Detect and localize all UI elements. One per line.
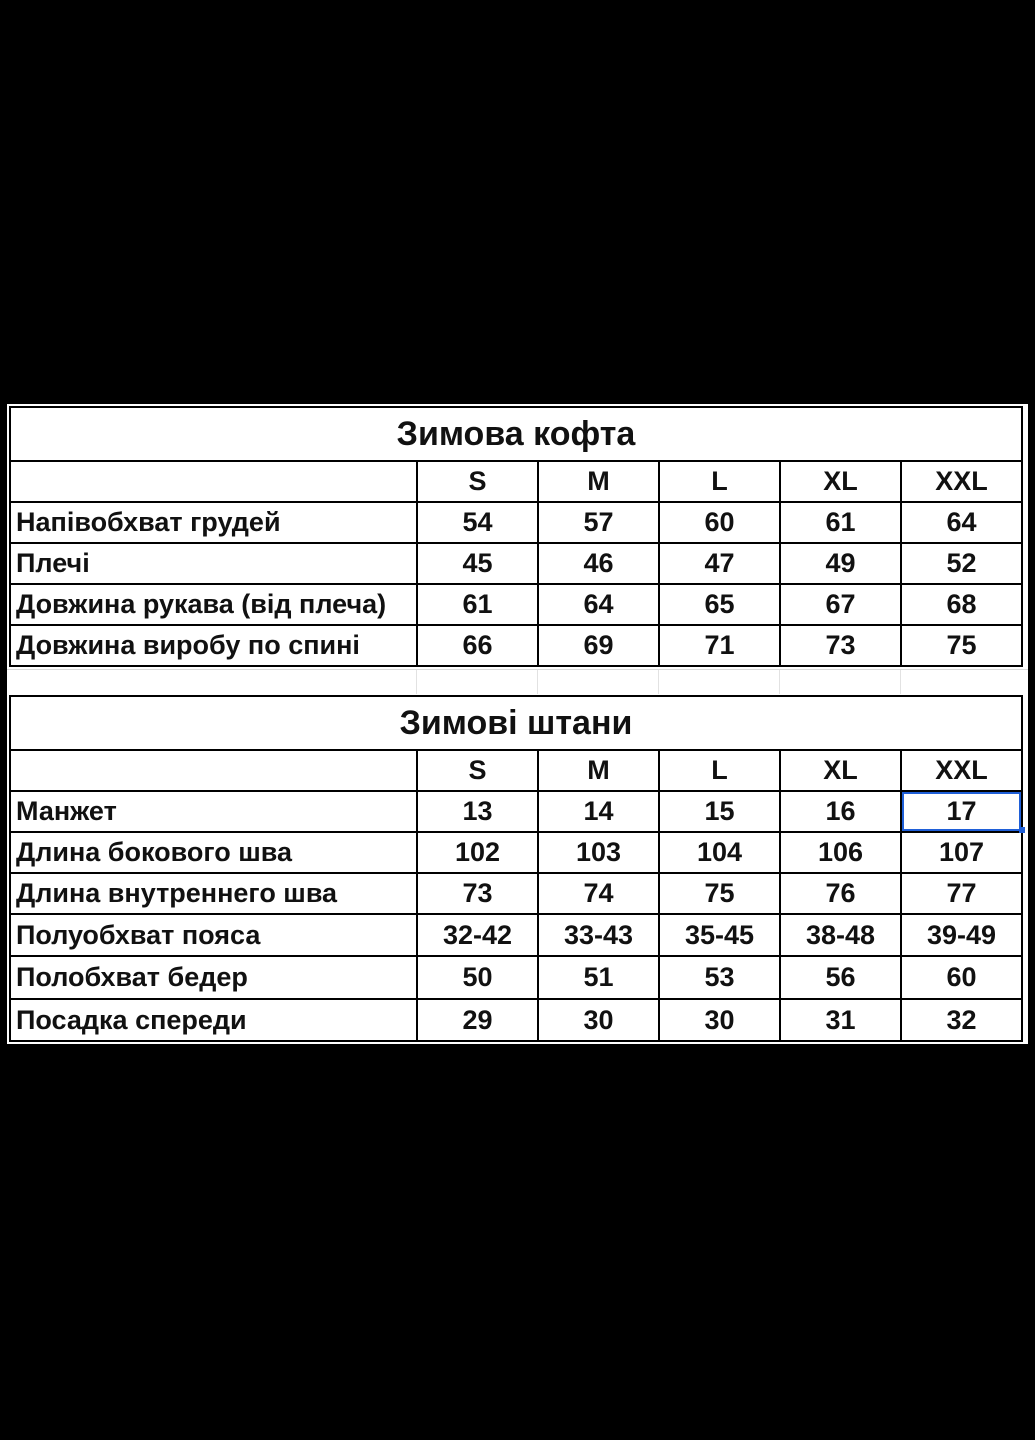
measurement-value[interactable]: 15	[659, 791, 780, 832]
pants-size-header-row	[10, 750, 1022, 791]
table-row	[10, 625, 1022, 666]
measurement-value[interactable]: 77	[901, 873, 1022, 914]
size-header-m[interactable]: M	[538, 461, 659, 502]
measurement-label[interactable]: Манжет	[10, 791, 417, 832]
measurement-value[interactable]: 30	[538, 999, 659, 1041]
measurement-value[interactable]: 31	[780, 999, 901, 1041]
table-row	[10, 999, 1022, 1041]
measurement-value[interactable]: 73	[780, 625, 901, 666]
size-header-m[interactable]: M	[538, 750, 659, 791]
measurement-value[interactable]: 46	[538, 543, 659, 584]
empty-spacer-row[interactable]	[7, 669, 1028, 694]
size-header-s[interactable]: S	[417, 750, 538, 791]
measurement-value[interactable]: 33-43	[538, 914, 659, 956]
measurement-value[interactable]: 61	[780, 502, 901, 543]
measurement-value[interactable]: 35-45	[659, 914, 780, 956]
measurement-value[interactable]: 67	[780, 584, 901, 625]
pants-size-table	[9, 695, 1023, 1042]
table-row	[10, 873, 1022, 914]
measurement-value[interactable]: 14	[538, 791, 659, 832]
measurement-value[interactable]: 71	[659, 625, 780, 666]
table-row	[10, 791, 1022, 832]
measurement-value[interactable]: 102	[417, 832, 538, 873]
measurement-value[interactable]: 60	[659, 502, 780, 543]
jacket-size-header-row	[10, 461, 1022, 502]
measurement-label[interactable]: Длина бокового шва	[10, 832, 417, 873]
size-header-xxl[interactable]: XXL	[901, 461, 1022, 502]
measurement-value[interactable]: 64	[538, 584, 659, 625]
measurement-value[interactable]: 64	[901, 502, 1022, 543]
size-header-xl[interactable]: XL	[780, 750, 901, 791]
size-header-xxl[interactable]: XXL	[901, 750, 1022, 791]
size-header-xl[interactable]: XL	[780, 461, 901, 502]
table-row	[10, 956, 1022, 999]
table-row	[10, 502, 1022, 543]
measurement-value[interactable]: 45	[417, 543, 538, 584]
selection-fill-handle[interactable]	[1019, 827, 1025, 833]
measurement-value[interactable]: 52	[901, 543, 1022, 584]
measurement-value[interactable]: 76	[780, 873, 901, 914]
measurement-value[interactable]: 47	[659, 543, 780, 584]
measurement-value[interactable]: 56	[780, 956, 901, 999]
measurement-value[interactable]: 49	[780, 543, 901, 584]
measurement-value[interactable]: 73	[417, 873, 538, 914]
pants-corner-cell[interactable]	[10, 750, 417, 791]
measurement-value[interactable]: 68	[901, 584, 1022, 625]
measurement-label[interactable]: Полобхват бедер	[10, 956, 417, 999]
measurement-label[interactable]: Довжина рукава (від плеча)	[10, 584, 417, 625]
measurement-value[interactable]: 61	[417, 584, 538, 625]
measurement-value[interactable]: 50	[417, 956, 538, 999]
measurement-value[interactable]: 107	[901, 832, 1022, 873]
measurement-label[interactable]: Посадка спереди	[10, 999, 417, 1041]
measurement-value[interactable]: 13	[417, 791, 538, 832]
measurement-value[interactable]: 38-48	[780, 914, 901, 956]
measurement-value[interactable]: 60	[901, 956, 1022, 999]
measurement-value[interactable]: 39-49	[901, 914, 1022, 956]
measurement-value[interactable]: 53	[659, 956, 780, 999]
measurement-value[interactable]: 75	[901, 625, 1022, 666]
measurement-value[interactable]: 106	[780, 832, 901, 873]
measurement-label[interactable]: Плечі	[10, 543, 417, 584]
jacket-size-table	[9, 406, 1023, 667]
measurement-label[interactable]: Полуобхват пояса	[10, 914, 417, 956]
measurement-value[interactable]: 74	[538, 873, 659, 914]
measurement-label[interactable]: Напівобхват грудей	[10, 502, 417, 543]
measurement-value[interactable]: 29	[417, 999, 538, 1041]
measurement-value[interactable]: 75	[659, 873, 780, 914]
measurement-label[interactable]: Довжина виробу по спині	[10, 625, 417, 666]
measurement-value[interactable]: 51	[538, 956, 659, 999]
pants-title: Зимові штани	[10, 696, 1022, 750]
measurement-value[interactable]: 65	[659, 584, 780, 625]
measurement-value[interactable]: 32-42	[417, 914, 538, 956]
measurement-value[interactable]: 103	[538, 832, 659, 873]
size-header-s[interactable]: S	[417, 461, 538, 502]
table-row	[10, 584, 1022, 625]
measurement-value[interactable]: 69	[538, 625, 659, 666]
measurement-value[interactable]: 16	[780, 791, 901, 832]
measurement-value[interactable]: 54	[417, 502, 538, 543]
size-header-l[interactable]: L	[659, 461, 780, 502]
jacket-title: Зимова кофта	[10, 407, 1022, 461]
measurement-value[interactable]: 32	[901, 999, 1022, 1041]
table-row	[10, 914, 1022, 956]
selected-cell[interactable]: 17	[901, 791, 1022, 832]
measurement-value[interactable]: 57	[538, 502, 659, 543]
measurement-value[interactable]: 66	[417, 625, 538, 666]
measurement-value[interactable]: 30	[659, 999, 780, 1041]
table-row	[10, 543, 1022, 584]
size-header-l[interactable]: L	[659, 750, 780, 791]
size-chart-sheet	[7, 404, 1028, 1044]
table-row	[10, 832, 1022, 873]
measurement-label[interactable]: Длина внутреннего шва	[10, 873, 417, 914]
measurement-value[interactable]: 104	[659, 832, 780, 873]
jacket-corner-cell[interactable]	[10, 461, 417, 502]
